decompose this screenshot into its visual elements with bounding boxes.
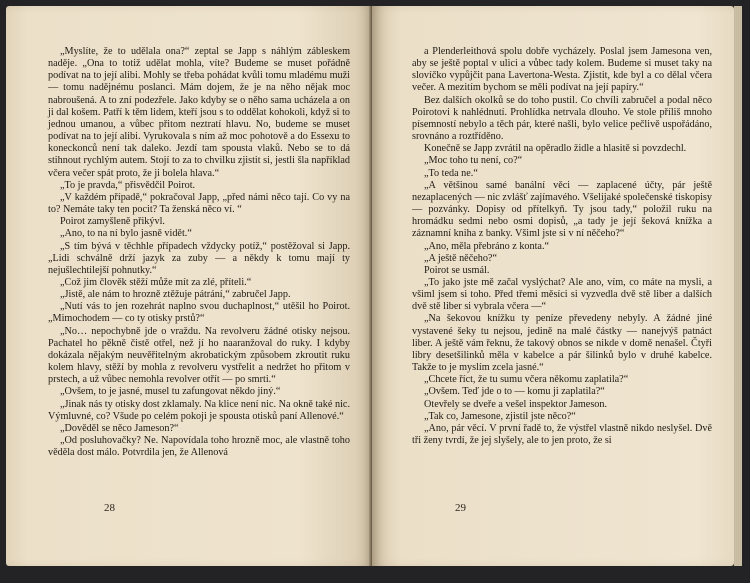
left-paragraph: „No… nepochybně jde o vraždu. Na revolveru žádné otisky nejsou. Pachatel ho pěkně čistě otřel, než jí ho naaranžoval do ruky. I kdyby dokázala nějakým neuvěřitelným akrobatickým způsobem zkroutit ruku kolem hlavy, stěží by mohla z revolveru vystřelit a nedržet ho přitom v prstech, a už vůbec nemohla revolver otřít — po smrti.“ [48,325,350,386]
right-page-text [412,46,712,447]
left-paragraph: „To je pravda,“ přisvědčil Poirot. [60,179,196,191]
right-paragraph: Konečně se Japp zvrátil na opěradlo židle a hlasitě si povzdechl. [424,143,687,155]
right-paragraph: Otevřely se dveře a vešel inspektor Jameson. [424,398,608,410]
right-paragraph: „Tak co, Jamesone, zjistil jste něco?“ [424,410,576,422]
right-paragraph: „Moc toho tu není, co?“ [424,155,523,167]
right-paragraph: „To teda ne.“ [424,167,478,179]
left-paragraph: „Což jim člověk stěží může mít za zlé, příteli.“ [60,276,252,288]
left-paragraph: „Ano, to na ní bylo jasně vidět.“ [60,228,192,240]
right-paragraph: „A většinou samé banální věci — zaplacené účty, pár ještě nezaplacených — nic zvlášť zajímavého. Všelijaké společenské tiskopisy — pozvánky. Dopisy od přítelkyň. Ty jsou tady,“ položil ruku na hromádku sedmi nebo osmi dopisů, „a tady je její šeková knížka a záznamní kniha z banky. Všiml jste si v ní něčeho?“ [412,179,712,240]
right-paragraph: „Na šekovou knížku ty peníze převedeny nebyly. A žádné jiné vystavené šeky tu nejsou, jedině na malé částky — nanejvýš patnáct liber. A ještě vám řeknu, že takový obnos se nikde v domě nenašel. Čtyři libry desetšilinků měla v kabelce a pár šilinků bylo v druhé kabelce. Takže to je myslím zcela jasné.“ [412,313,712,374]
right-paragraph: a Plenderleithová spolu dobře vycházely. Poslal jsem Jamesona ven, aby se ještě poptal v ulici a vůbec tady kolem. Budeme si muset taky na slovíčko vypůjčit pana Lavertona-Westa. Zjistit, kde byl a co dělal včera večer. A mezitím bychom se měli podívat na její papíry.“ [412,46,712,94]
right-paragraph: „A ještě něčeho?“ [424,252,497,264]
left-paragraph: „Od posluhovačky? Ne. Napovídala toho hrozně moc, ale vlastně toho věděla dost málo. Potvrdila jen, že Allenová [48,435,350,459]
left-paragraph: „V každém případě,“ pokračoval Japp, „před námi něco tají. Co vy na to? Nemáte taky ten pocit? Ta ženská něco ví. “ [48,191,350,216]
right-paragraph: „Ovšem. Teď jde o to — komu ji zaplatila?“ [424,386,605,398]
right-paragraph: Poirot se usmál. [424,264,490,276]
right-page [372,6,734,566]
right-paragraph: Bez dalších okolků se do toho pustil. Co chvíli zabručel a podal něco Poirotovi k nahlédnutí. Prohlídka netrvala dlouho. Ve stole příliš mnoho písemností nebylo a těch pár, které našli, bylo velice pečlivě uspořádáno, srovnáno a roztříděno. [412,94,712,143]
left-paragraph: „Jistě, ale nám to hrozně ztěžuje pátrání,“ zabručel Japp. [60,289,291,301]
left-page-number: 28 [104,502,115,514]
left-paragraph: „Dověděl se něco Jameson?“ [60,422,179,434]
right-paragraph: „Chcete říct, že tu sumu včera někomu zaplatila?“ [424,374,629,386]
left-page-text [48,46,350,459]
left-paragraph: „Ovšem, to je jasné, musel tu zafungovat někdo jiný.“ [60,386,281,398]
left-paragraph: „Nutí vás to jen rozehrát naplno svou duchaplnost,“ utěšil ho Poirot. „Mimochodem — co ty otisky prstů?“ [48,301,350,325]
page-edges [734,6,742,566]
right-paragraph: „Ano, měla přebráno z konta.“ [424,240,550,252]
right-paragraph: „To jako jste mě začal vyslýchat? Ale ano, vím, co máte na mysli, a všiml jsem si toho. Před třemi měsíci si vyzvedla dvě stě liber a dalších dvě stě liber si vybrala včera —“ [412,276,712,313]
left-paragraph: „Myslíte, že to udělala ona?“ zeptal se Japp s náhlým zábleskem naděje. „Ona to totiž udělat mohla, víte? Budeme se muset pořádně podívat na to její alibi. Mohly se třeba pohádat kvůli tomu mladému muži — tomu nadějnému poslanci. Mám dojem, že je na něho nějak moc nabroušená. A to zní podezřele. Jako kdyby se o něho sama ucházela a on ji dal košem. Patří k těm lidem, kteří jsou s to oddělat kohokoli, když si to jednou umanou, a vůbec přitom neztratí hlavu. No, budeme se muset podívat na to její alibi. Vyrukovala s ním až moc pohotově a do Essexu to koneckonců není tak daleko. Jezdí tam spousta vlaků. Nebo se to dá stihnout rychlým autem. Stojí to za to chvilku zjistit si, jestli šla například včera večer spát proto, že ji bolela hlava.“ [48,46,350,179]
right-page-number: 29 [455,502,466,514]
left-paragraph: „Jinak nás ty otisky dost zklamaly. Na klice není nic. Na okně také nic. Výmluvné, co? Všude po celém pokoji je spousta otisků paní Allenové.“ [48,398,350,422]
right-paragraph: „Ano, pár věcí. V první řadě to, že výstřel vlastně nikdo neslyšel. Dvě tři ženy tvrdí, že jej slyšely, ale to jen proto, že si [412,422,712,446]
left-page [6,6,372,566]
left-paragraph: „S tím bývá v těchhle případech vždycky potíž,“ postěžoval si Japp. „Lidi schválně drží jazyk za zuby — a někdy k tomu mají ty nejušlechtilejší pohnutky.“ [48,240,350,276]
left-paragraph: Poirot zamyšleně přikývl. [60,216,165,228]
